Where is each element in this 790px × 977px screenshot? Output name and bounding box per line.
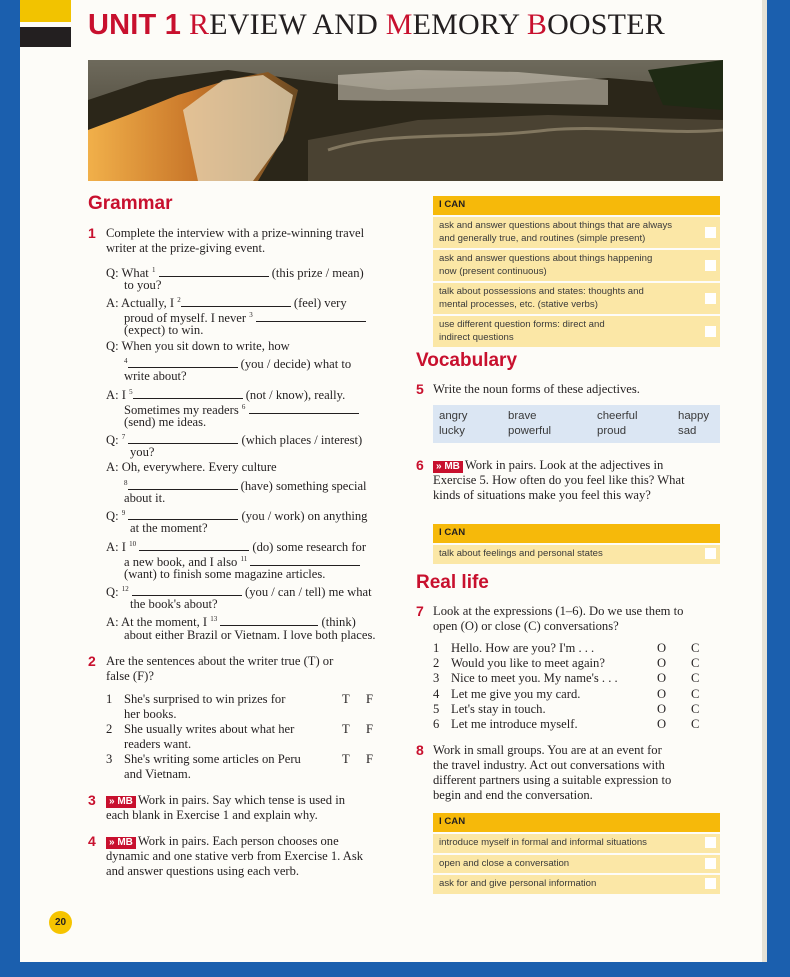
question-text: each blank in Exercise 1 and explain why. (106, 808, 318, 822)
mb-badge: » MB (433, 461, 463, 473)
question-text: Are the sentences about the writer true (T) or (106, 654, 334, 668)
waterfall-photo (88, 60, 723, 181)
question-text: Complete the interview with a prize-winning travel writer at the prize-giving event. (106, 226, 365, 256)
interview-line: A: At the moment, I $^{13}$ (think) (106, 615, 356, 629)
question-text: Write the noun forms of these adjectives. (433, 382, 640, 396)
expression-number: 2 (433, 656, 440, 670)
close-option[interactable]: C (691, 702, 700, 716)
checkbox[interactable] (705, 227, 716, 238)
interview-line: A: Oh, everywhere. Every culture (106, 460, 277, 474)
i-can-header: I CAN (433, 524, 720, 543)
question-number: 2 (88, 653, 96, 669)
checkbox[interactable] (705, 548, 716, 559)
i-can-box (433, 813, 720, 894)
expression-number: 1 (433, 641, 440, 655)
close-option[interactable]: C (691, 671, 700, 685)
word: proud (597, 425, 627, 437)
question-text: » MB Work in pairs. Each person chooses one (106, 834, 339, 849)
interview-line: A: Actually, I $^2$ (feel) very (106, 296, 347, 310)
interview-line: Q: $^{12}$ (you / can / tell) me what (106, 585, 372, 599)
close-option[interactable]: C (691, 656, 700, 670)
word: sad (678, 425, 697, 437)
interview-line: the book's about? (130, 597, 218, 611)
open-option[interactable]: O (657, 702, 667, 716)
interview-line: $^8$ (have) something special (124, 479, 367, 493)
tf-item-text: She's writing some articles on Peru (124, 752, 301, 766)
close-option[interactable]: C (691, 717, 700, 731)
interview-line: A: I $^{10}$ (do) some research for (106, 540, 367, 554)
i-can-header: I CAN (433, 813, 720, 832)
tf-item-text: and Vietnam. (124, 767, 191, 781)
checkbox[interactable] (705, 858, 716, 869)
word: lucky (439, 425, 465, 437)
expression-text: Let me introduce myself. (451, 717, 578, 731)
i-can-row: ask and answer questions about things happening now (present continuous) (433, 248, 720, 281)
expression-text: Would you like to meet again? (451, 656, 605, 670)
expression-text: Let's stay in touch. (451, 702, 546, 716)
open-option[interactable]: O (657, 671, 667, 685)
question-number: 8 (416, 742, 424, 758)
word: happy (678, 410, 710, 422)
word-box (433, 405, 720, 443)
corner-tab (20, 0, 71, 22)
expression-number: 3 (433, 671, 440, 685)
interview-line: Q: $^7$ (which places / interest) (106, 433, 363, 447)
true-option[interactable]: T (342, 722, 350, 736)
interview-line: write about? (124, 369, 187, 383)
checkbox[interactable] (705, 260, 716, 271)
question-text: open (O) or close (C) conversations? (433, 619, 619, 633)
i-can-box (433, 524, 720, 564)
close-option[interactable]: C (691, 687, 700, 701)
interview-line: Q: When you sit down to write, how (106, 339, 290, 353)
open-option[interactable]: O (657, 687, 667, 701)
i-can-header: I CAN (433, 196, 720, 215)
title-part: B (526, 8, 548, 41)
expression-number: 4 (433, 687, 440, 701)
question-text: Work in small groups. You are at an event for (433, 743, 662, 757)
title-part: M (385, 8, 413, 41)
checkbox[interactable] (705, 326, 716, 337)
true-option[interactable]: T (342, 692, 350, 706)
interview-line: Sometimes my readers $^6$ (124, 400, 359, 418)
interview-line: a new book, and I also $^{11}$ (124, 552, 360, 570)
vocabulary-heading: Vocabulary (416, 350, 518, 371)
close-option[interactable]: C (691, 641, 700, 655)
question-text: the travel industry. Act out conversations with (433, 758, 665, 772)
interview-line: about either Brazil or Vietnam. I love both places. (124, 628, 376, 642)
false-option[interactable]: F (366, 752, 374, 766)
interview-line: (send) me ideas. (124, 415, 207, 429)
i-can-row: introduce myself in formal and informal situations (433, 832, 720, 853)
interview-line: A: I $^5$ (not / know), really. (106, 388, 346, 402)
tf-item: 1 (106, 692, 113, 706)
question-number: 4 (88, 833, 96, 849)
question-text: Exercise 5. How often do you feel like this? What (433, 473, 685, 487)
question-number: 5 (416, 381, 424, 397)
unit-label: UNIT 1 (88, 9, 182, 41)
interview-line: to you? (124, 278, 162, 292)
i-can-row: ask and answer questions about things that are always and generally true, and routines (simple present) (433, 215, 720, 248)
tf-item-text: readers want. (124, 737, 192, 751)
title-part: OOSTER (547, 8, 665, 41)
expression-text: Hello. How are you? I'm . . . (451, 641, 595, 655)
page-title (88, 8, 665, 42)
question-text: false (F)? (106, 669, 154, 683)
real-life-heading: Real life (416, 572, 489, 593)
word: powerful (508, 425, 552, 437)
title-part: EMORY (412, 8, 527, 41)
interview-line: about it. (124, 491, 166, 505)
interview-line: (expect) to win. (124, 323, 204, 337)
i-can-row: talk about feelings and personal states (433, 543, 720, 564)
question-text: dynamic and one stative verb from Exercise 1. Ask (106, 849, 364, 863)
tf-item-text: She usually writes about what her (124, 722, 295, 736)
tf-item-text: She's surprised to win prizes for (124, 692, 286, 706)
question-text: » MB Work in pairs. Say which tense is used in (106, 793, 345, 808)
i-can-row: open and close a conversation (433, 853, 720, 874)
tf-item-text: her books. (124, 707, 177, 721)
page-number: 20 (49, 911, 72, 934)
word: cheerful (597, 410, 638, 422)
question-number: 3 (88, 792, 96, 808)
interview-line: (want) to finish some magazine articles. (124, 567, 326, 581)
expression-text: Let me give you my card. (451, 687, 581, 701)
expression-number: 5 (433, 702, 440, 716)
question-number: 1 (88, 225, 96, 241)
false-option[interactable]: F (366, 692, 374, 706)
question-number: 7 (416, 603, 424, 619)
word: angry (439, 410, 468, 422)
interview-line: you? (130, 445, 155, 459)
checkbox[interactable] (705, 293, 716, 304)
interview-line: proud of myself. I never $^3$ (124, 308, 366, 326)
i-can-row: talk about possessions and states: thoughts and mental processes, etc. (stative verbs) (433, 281, 720, 314)
open-option[interactable]: O (657, 717, 667, 731)
page-edge (762, 0, 767, 962)
grammar-heading: Grammar (88, 193, 173, 214)
false-option[interactable]: F (366, 722, 374, 736)
open-option[interactable]: O (657, 656, 667, 670)
question-text: Look at the expressions (1–6). Do we use them to (433, 604, 684, 618)
word: brave (508, 410, 537, 422)
textbook-page (20, 0, 767, 962)
open-option[interactable]: O (657, 641, 667, 655)
i-can-box (433, 196, 720, 347)
question-text: » MB Work in pairs. Look at the adjectives in (433, 458, 663, 473)
title-part: R (189, 8, 210, 41)
unit-bar (20, 27, 71, 47)
interview-line: at the moment? (130, 521, 208, 535)
title-part: EVIEW AND (209, 8, 386, 41)
question-text: kinds of situations make you feel this way? (433, 488, 651, 502)
i-can-row: use different question forms: direct and indirect questions (433, 314, 720, 347)
expression-text: Nice to meet you. My name's . . . (451, 671, 618, 685)
true-option[interactable]: T (342, 752, 350, 766)
checkbox[interactable] (705, 878, 716, 889)
question-number: 6 (416, 457, 424, 473)
interview-line: Q: $^9$ (you / work) on anything (106, 509, 368, 523)
tf-item: 2 (106, 722, 113, 736)
question-text: and answer questions using each verb. (106, 864, 300, 878)
question-text: begin and end the conversation. (433, 788, 593, 802)
question-text: different partners using a suitable expression to (433, 773, 672, 787)
tf-item: 3 (106, 752, 113, 766)
i-can-row: ask for and give personal information (433, 873, 720, 894)
mb-badge: » MB (106, 837, 136, 849)
interview-line: Q: What $^1$ (this prize / mean) (106, 266, 364, 280)
mb-badge: » MB (106, 796, 136, 808)
interview-line: $^4$ (you / decide) what to (124, 357, 352, 371)
checkbox[interactable] (705, 837, 716, 848)
expression-number: 6 (433, 717, 440, 731)
